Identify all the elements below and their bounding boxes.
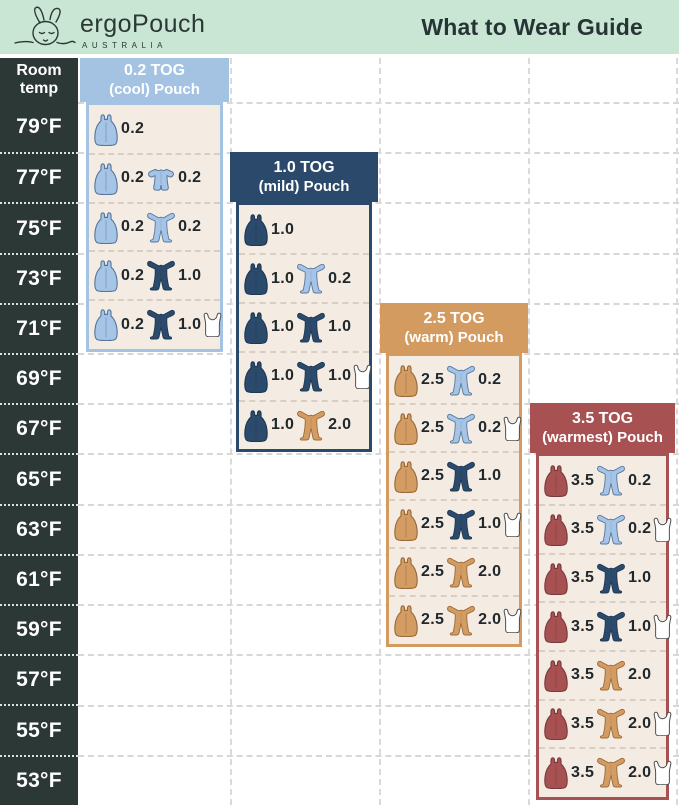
- tog-value: 2.5: [421, 419, 445, 437]
- tog-value: 1.0: [271, 269, 295, 287]
- singlet-icon: [503, 608, 522, 633]
- onesie-icon: [596, 659, 626, 692]
- tog-value: 1.0: [328, 318, 352, 336]
- page-title: What to Wear Guide: [421, 13, 643, 40]
- panel-title-line2: (mild) Pouch: [258, 177, 350, 195]
- singlet-icon: [653, 614, 672, 639]
- onesie-icon: [596, 562, 626, 595]
- panel-title-line2: (warm) Pouch: [404, 328, 504, 346]
- pouch-icon: [243, 262, 269, 295]
- tog-value: 1.0: [328, 367, 352, 385]
- onesie-icon: [596, 756, 626, 789]
- pouch-icon: [393, 364, 419, 397]
- temp-cell: 63°F: [0, 504, 78, 554]
- tog-value: 2.0: [328, 416, 352, 434]
- onesie-icon: [446, 604, 476, 637]
- pouch-icon: [243, 360, 269, 393]
- panel-row: [539, 457, 666, 504]
- header-bar: [0, 0, 679, 54]
- pouch-icon: [93, 211, 119, 244]
- pouch-icon: [393, 460, 419, 493]
- temp-cell: 77°F: [0, 152, 78, 202]
- brand-text-block: [80, 12, 205, 50]
- temp-cell: 75°F: [0, 202, 78, 252]
- tog-value: 0.2: [478, 371, 502, 389]
- panel-header-tog-3.5: [530, 403, 675, 453]
- singlet-icon: [653, 760, 672, 785]
- onesie-icon: [446, 412, 476, 445]
- tog-value: 1.0: [478, 467, 502, 485]
- onesie-icon: [296, 311, 326, 344]
- pouch-icon: [543, 562, 569, 595]
- tog-value: 2.5: [421, 371, 445, 389]
- temp-cell: 67°F: [0, 403, 78, 453]
- bunny-icon: [14, 6, 76, 52]
- tog-value: 0.2: [478, 419, 502, 437]
- pouch-icon: [393, 556, 419, 589]
- pouch-icon: [243, 311, 269, 344]
- tog-value: 3.5: [571, 714, 595, 732]
- tog-value: 1.0: [271, 367, 295, 385]
- pouch-icon: [243, 409, 269, 442]
- pouch-icon: [243, 213, 269, 246]
- pouch-icon: [543, 707, 569, 740]
- singlet-icon: [653, 517, 672, 542]
- tog-value: 0.2: [121, 120, 145, 138]
- guide-table: [0, 58, 679, 805]
- panel-row: [539, 650, 666, 699]
- onesie-icon: [146, 259, 176, 292]
- room-temp-header: Room temp: [16, 61, 62, 97]
- panel-row: [389, 547, 519, 595]
- grid-column-line: [676, 58, 678, 805]
- temp-cell: 73°F: [0, 253, 78, 303]
- panel-row: [239, 302, 369, 351]
- singlet-icon: [203, 312, 222, 337]
- tog-value: 3.5: [571, 666, 595, 684]
- tog-value: 2.5: [421, 515, 445, 533]
- panel-title-line1: 0.2 TOG: [123, 61, 186, 79]
- temp-cell: 53°F: [0, 755, 78, 805]
- pouch-icon: [543, 513, 569, 546]
- romper-icon: [146, 165, 176, 192]
- tog-value: 2.5: [421, 563, 445, 581]
- pouch-icon: [543, 659, 569, 692]
- brand-name: ergoPouch: [80, 10, 206, 38]
- tog-value: 0.2: [328, 269, 352, 287]
- pouch-icon: [93, 113, 119, 146]
- tog-value: 1.0: [178, 315, 202, 333]
- tog-value: 3.5: [571, 471, 595, 489]
- singlet-icon: [503, 416, 522, 441]
- panel-row: [89, 202, 220, 251]
- panel-row: [389, 499, 519, 547]
- tog-value: 0.2: [178, 169, 202, 187]
- tog-value: 3.5: [571, 617, 595, 635]
- tog-value: 2.0: [628, 763, 652, 781]
- singlet-icon: [653, 711, 672, 736]
- tog-value: 0.2: [121, 169, 145, 187]
- panel-row: [389, 451, 519, 499]
- onesie-icon: [296, 360, 326, 393]
- panel-title-line2: (warmest) Pouch: [542, 428, 663, 446]
- panel-title-line1: 2.5 TOG: [423, 309, 485, 327]
- panel-title-line1: 3.5 TOG: [571, 409, 634, 427]
- tog-value: 0.2: [121, 218, 145, 236]
- panel-title-line2: (cool) Pouch: [109, 80, 200, 98]
- onesie-icon: [446, 556, 476, 589]
- pouch-icon: [393, 508, 419, 541]
- panel-header-tog-1.0: [230, 152, 378, 202]
- temp-cell: 59°F: [0, 604, 78, 654]
- onesie-icon: [446, 364, 476, 397]
- tog-value: 0.2: [628, 471, 652, 489]
- panel-row: [89, 106, 220, 153]
- grid-column-line: [379, 58, 381, 805]
- temp-cell: 57°F: [0, 654, 78, 704]
- temp-cell: 69°F: [0, 353, 78, 403]
- tog-value: 0.2: [628, 520, 652, 538]
- singlet-icon: [353, 364, 372, 389]
- onesie-icon: [596, 464, 626, 497]
- brand-logo: [0, 2, 205, 52]
- pouch-icon: [393, 412, 419, 445]
- onesie-icon: [596, 513, 626, 546]
- tog-value: 1.0: [628, 569, 652, 587]
- onesie-icon: [596, 707, 626, 740]
- pouch-icon: [393, 604, 419, 637]
- panel-row: [239, 351, 369, 400]
- onesie-icon: [596, 610, 626, 643]
- pouch-icon: [543, 610, 569, 643]
- tog-value: 2.0: [478, 563, 502, 581]
- pouch-icon: [93, 162, 119, 195]
- tog-value: 1.0: [178, 266, 202, 284]
- tog-value: 3.5: [571, 763, 595, 781]
- panel-row: [539, 601, 666, 650]
- panel-row: [89, 299, 220, 348]
- tog-value: 2.0: [478, 611, 502, 629]
- pouch-icon: [543, 464, 569, 497]
- panel-tog-3.5: [536, 453, 669, 799]
- room-temp-column: [0, 58, 78, 805]
- pouch-icon: [93, 308, 119, 341]
- pouch-icon: [543, 756, 569, 789]
- panel-row: [539, 747, 666, 796]
- panel-row: [239, 253, 369, 302]
- singlet-icon: [503, 512, 522, 537]
- onesie-icon: [446, 508, 476, 541]
- panel-row: [89, 250, 220, 299]
- panel-row: [389, 403, 519, 451]
- tog-value: 1.0: [271, 318, 295, 336]
- panel-row: [239, 400, 369, 449]
- onesie-icon: [296, 409, 326, 442]
- tog-value: 0.2: [121, 266, 145, 284]
- tog-value: 2.0: [628, 666, 652, 684]
- tog-value: 3.5: [571, 569, 595, 587]
- tog-value: 2.0: [628, 714, 652, 732]
- tog-value: 0.2: [121, 315, 145, 333]
- panel-row: [539, 504, 666, 553]
- tog-value: 2.5: [421, 611, 445, 629]
- tog-value: 1.0: [478, 515, 502, 533]
- panel-row: [389, 595, 519, 643]
- onesie-icon: [296, 262, 326, 295]
- temp-cell: 61°F: [0, 554, 78, 604]
- panel-row: [539, 553, 666, 602]
- panel-title-line1: 1.0 TOG: [273, 158, 335, 176]
- panel-tog-0.2: [86, 102, 223, 352]
- onesie-icon: [446, 460, 476, 493]
- brand-subtitle: AUSTRALIA: [82, 41, 167, 50]
- panel-header-tog-0.2: [80, 58, 229, 102]
- panel-tog-2.5: [386, 353, 522, 647]
- panel-row: [239, 206, 369, 253]
- temp-cell: 55°F: [0, 704, 78, 754]
- onesie-icon: [146, 308, 176, 341]
- panel-row: [539, 699, 666, 748]
- tog-value: 1.0: [271, 220, 295, 238]
- panel-row: [89, 153, 220, 202]
- tog-value: 3.5: [571, 520, 595, 538]
- tog-value: 0.2: [178, 218, 202, 236]
- temp-cell: 79°F: [16, 115, 62, 139]
- panel-row: [389, 357, 519, 403]
- tog-value: 1.0: [271, 416, 295, 434]
- panel-tog-1.0: [236, 202, 372, 452]
- tog-value: 2.5: [421, 467, 445, 485]
- onesie-icon: [146, 211, 176, 244]
- pouch-icon: [93, 259, 119, 292]
- temp-cell: 71°F: [0, 303, 78, 353]
- panel-header-tog-2.5: [380, 303, 528, 353]
- tog-value: 1.0: [628, 617, 652, 635]
- temp-cell: 65°F: [0, 453, 78, 503]
